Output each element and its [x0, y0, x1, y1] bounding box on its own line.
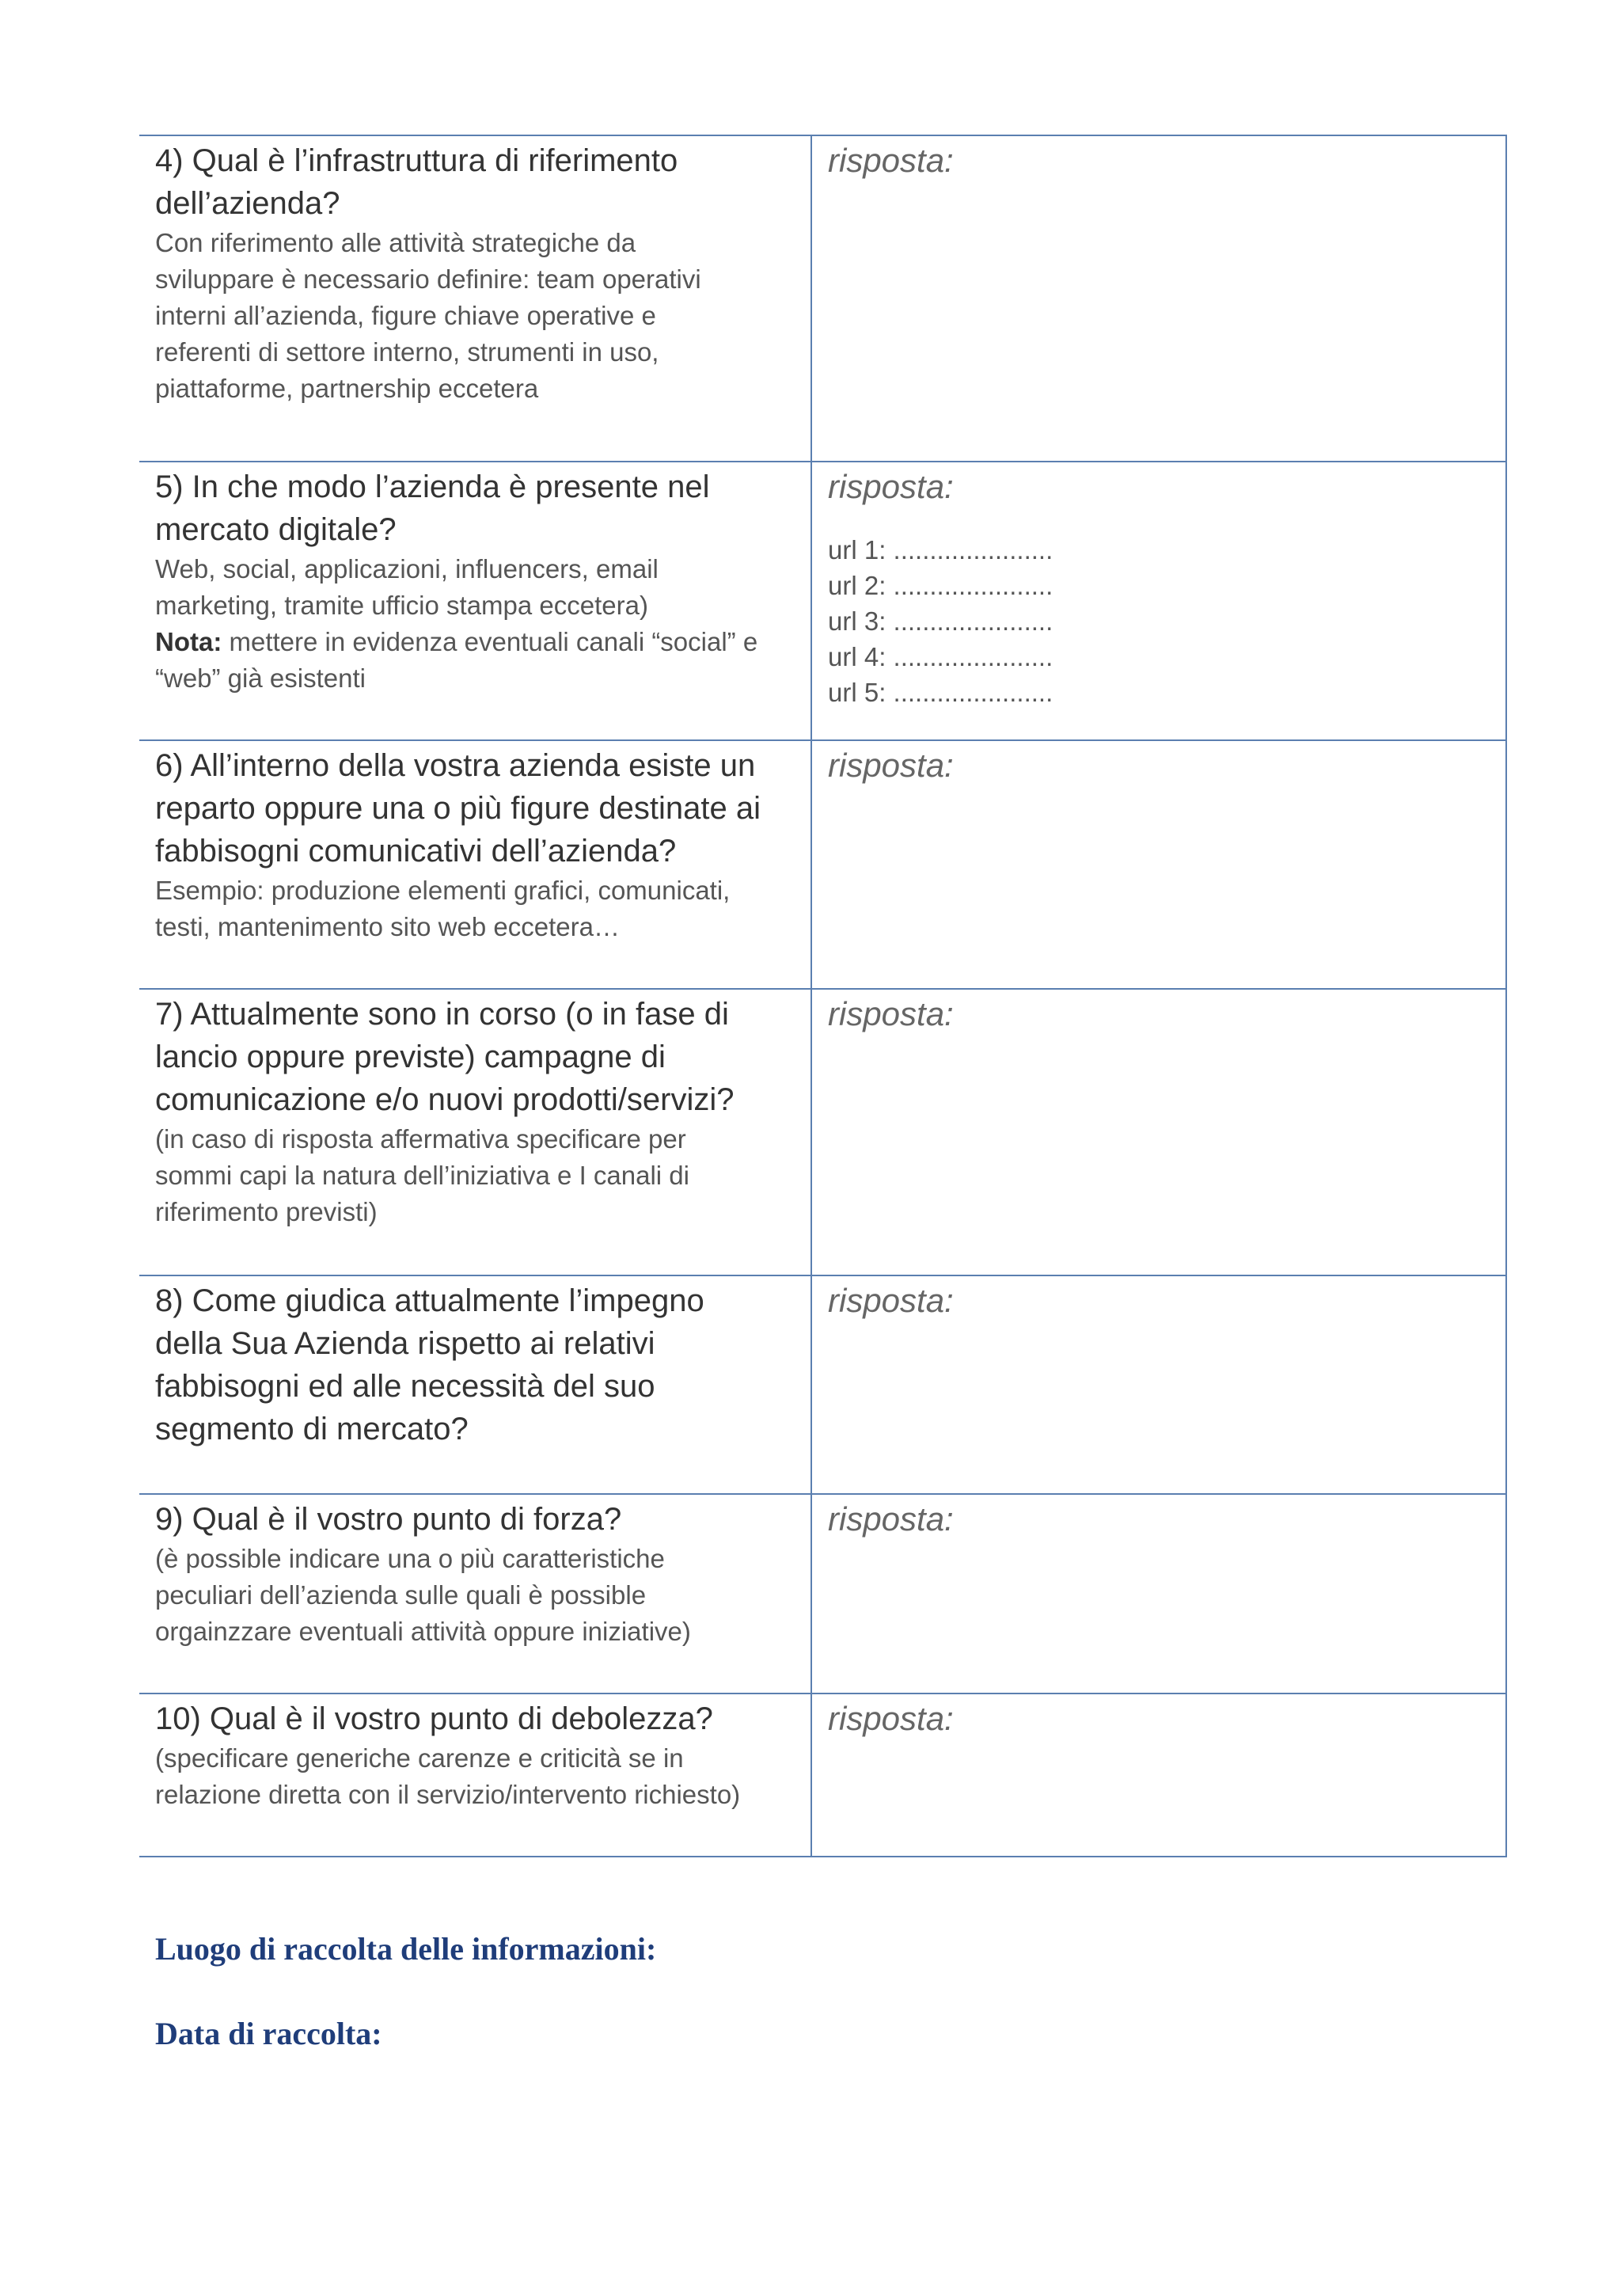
answer-cell[interactable]: [811, 1494, 1506, 1693]
question-title: 5) In che modo l’azienda è presente nel mercato digitale?: [155, 469, 710, 547]
question-description: (in caso di risposta affermativa specificare per sommi capi la natura dell’iniziativa e I canali di riferimento previsti): [155, 1124, 689, 1226]
answer-cell[interactable]: [811, 740, 1506, 989]
question-description: (è possible indicare una o più caratteristiche peculiari dell’azienda sulle quali è possible orgainzzare eventuali attività oppure iniziative): [155, 1544, 691, 1646]
answer-cell[interactable]: [811, 462, 1506, 740]
question-cell: [139, 989, 811, 1275]
question-cell: [139, 740, 811, 989]
answer-cell[interactable]: [811, 1693, 1506, 1857]
question-description: Con riferimento alle attività strategiche da sviluppare è necessario definire: team operativi interni all’azienda, figure chiave operative e referenti di settore interno, strumenti in uso, piattaforme, partnership eccetera: [155, 228, 701, 403]
url-field-2[interactable]: url 2: ......................: [828, 571, 1053, 600]
answer-label: risposta:: [828, 142, 954, 179]
answer-label: risposta:: [828, 747, 954, 784]
question-title: 9) Qual è il vostro punto di forza?: [155, 1502, 622, 1537]
question-title: 7) Attualmente sono in corso (o in fase di lancio oppure previste) campagne di comunicazione e/o nuovi prodotti/servizi?: [155, 997, 735, 1117]
question-title: 6) All’interno della vostra azienda esiste un reparto oppure una o più figure destinate ai fabbisogni comunicativi dell’azienda?: [155, 748, 761, 869]
collection-date-label: Data di raccolta:: [155, 2016, 382, 2051]
collection-place-label: Luogo di raccolta delle informazioni:: [155, 1931, 657, 1967]
question-cell: [139, 1494, 811, 1693]
questionnaire-table: [139, 135, 1507, 1857]
answer-label: risposta:: [828, 1700, 954, 1737]
question-row-4: [139, 135, 1506, 462]
answer-label: risposta:: [828, 995, 954, 1032]
url-field-5[interactable]: url 5: ......................: [828, 678, 1053, 707]
answer-cell[interactable]: [811, 1275, 1506, 1494]
url-field-3[interactable]: url 3: ......................: [828, 606, 1053, 636]
url-list: [828, 532, 1491, 710]
answer-cell[interactable]: [811, 135, 1506, 462]
question-description: [155, 551, 796, 697]
question-title: 8) Come giudica attualmente l’impegno della Sua Azienda rispetto ai relativi fabbisogni ed alle necessità del suo segmento di mercato?: [155, 1283, 704, 1446]
question-cell: [139, 135, 811, 462]
question-title: 10) Qual è il vostro punto di debolezza?: [155, 1701, 713, 1736]
question-description: (specificare generiche carenze e criticità se in relazione diretta con il servizio/intervento richiesto): [155, 1743, 741, 1809]
answer-label: risposta:: [828, 468, 954, 505]
url-field-4[interactable]: url 4: ......................: [828, 642, 1053, 671]
question-cell: [139, 1275, 811, 1494]
question-row-9: [139, 1494, 1506, 1693]
question-description: Esempio: produzione elementi grafici, comunicati, testi, mantenimento sito web eccetera…: [155, 876, 731, 941]
answer-cell[interactable]: [811, 989, 1506, 1275]
note-label: Nota:: [155, 627, 222, 656]
question-row-5: [139, 462, 1506, 740]
question-row-8: [139, 1275, 1506, 1494]
url-field-1[interactable]: url 1: ......................: [828, 535, 1053, 564]
answer-label: risposta:: [828, 1500, 954, 1538]
question-title: 4) Qual è l’infrastruttura di riferimento dell’azienda?: [155, 143, 678, 221]
answer-label: risposta:: [828, 1282, 954, 1319]
question-row-6: [139, 740, 1506, 989]
question-row-7: [139, 989, 1506, 1275]
question-cell: [139, 462, 811, 740]
question-row-10: [139, 1693, 1506, 1857]
question-cell: [139, 1693, 811, 1857]
description-text: Web, social, applicazioni, influencers, email marketing, tramite ufficio stampa eccetera): [155, 554, 659, 620]
note-text: mettere in evidenza eventuali canali “social” e “web” già esistenti: [155, 627, 758, 693]
